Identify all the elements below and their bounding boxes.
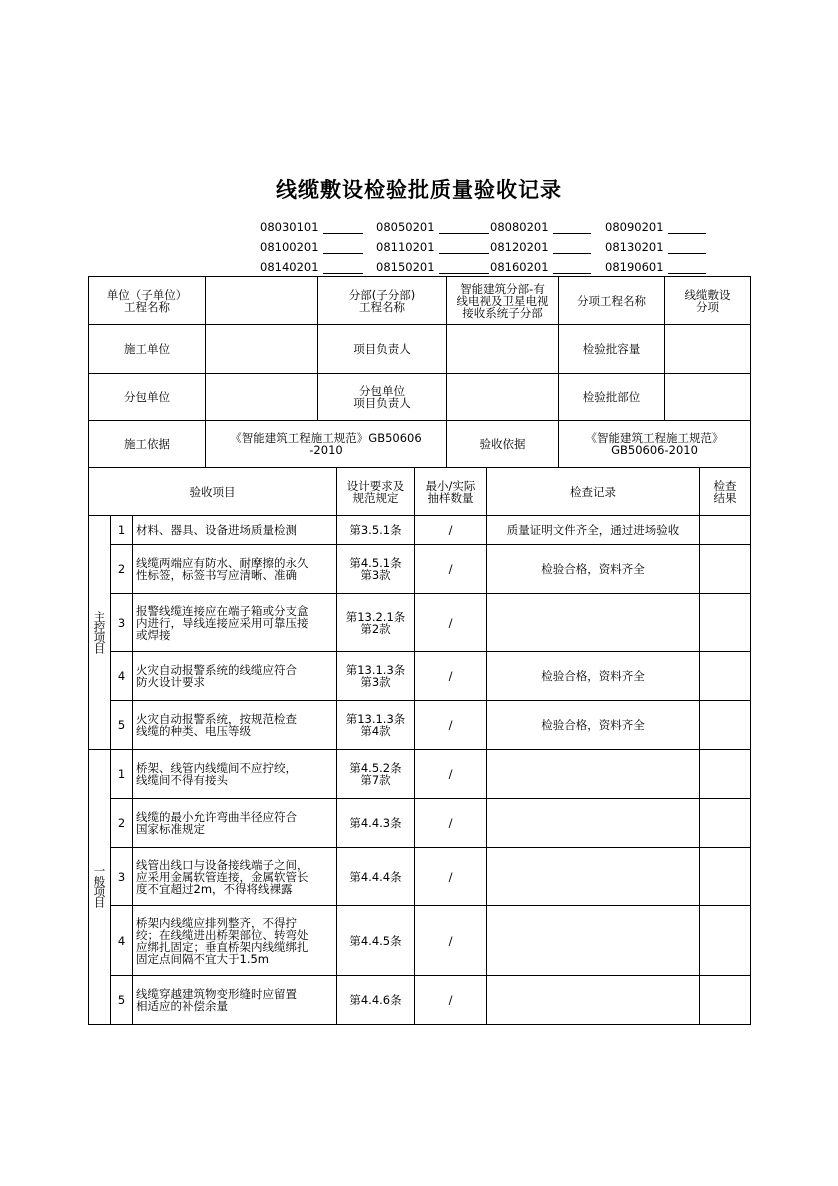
item-row xyxy=(89,799,751,848)
code-blank[interactable] xyxy=(439,221,489,234)
code-blank[interactable] xyxy=(553,261,591,274)
item-check-result[interactable] xyxy=(700,848,751,906)
item-row xyxy=(89,594,751,652)
item-spec-clause: 第4.5.1条 第3款 xyxy=(337,545,415,594)
code-blank[interactable] xyxy=(439,241,489,254)
code-blank[interactable] xyxy=(553,241,591,254)
item-check-result[interactable] xyxy=(700,516,751,545)
item-description: 火灾自动报警系统的线缆应符合 防火设计要求 xyxy=(133,652,337,701)
column-header-row xyxy=(89,468,751,516)
item-spec-clause: 第4.4.3条 xyxy=(337,799,415,848)
column-header-item: 验收项目 xyxy=(89,468,337,516)
item-check-record[interactable] xyxy=(487,594,700,652)
item-number: 5 xyxy=(111,976,133,1025)
item-number: 1 xyxy=(111,516,133,545)
code-number: 08050201 xyxy=(376,220,435,234)
code-number: 08140201 xyxy=(260,260,319,274)
item-check-record[interactable] xyxy=(487,848,700,906)
item-sample-count[interactable]: / xyxy=(415,799,487,848)
construction-basis-value[interactable]: 《智能建筑工程施工规范》GB50606 -2010 xyxy=(206,421,447,468)
item-spec-clause: 第13.1.3条 第3款 xyxy=(337,652,415,701)
item-check-result[interactable] xyxy=(700,750,751,799)
item-check-result[interactable] xyxy=(700,652,751,701)
project-manager-value[interactable] xyxy=(447,325,559,374)
code-blank[interactable] xyxy=(668,261,706,274)
item-number: 4 xyxy=(111,906,133,976)
item-spec-clause: 第4.4.4条 xyxy=(337,848,415,906)
group-label: 主控项目 xyxy=(92,610,107,653)
item-spec-clause: 第4.4.5条 xyxy=(337,906,415,976)
code-row xyxy=(260,254,720,274)
item-row xyxy=(89,906,751,976)
item-check-result[interactable] xyxy=(700,594,751,652)
item-check-result[interactable] xyxy=(700,799,751,848)
item-row xyxy=(89,516,751,545)
code-number: 08100201 xyxy=(260,240,319,254)
subitem-name-label: 分项工程名称 xyxy=(559,277,665,325)
unit-name-value[interactable] xyxy=(206,277,318,325)
batch-location-label: 检验批部位 xyxy=(559,374,665,421)
column-header-result: 检查 结果 xyxy=(700,468,751,516)
item-row xyxy=(89,545,751,594)
code-row xyxy=(260,214,720,234)
item-row xyxy=(89,976,751,1025)
project-info-table xyxy=(88,276,751,468)
item-check-record[interactable]: 检验合格，资料齐全 xyxy=(487,652,700,701)
contractor-value[interactable] xyxy=(206,325,318,374)
item-number: 1 xyxy=(111,750,133,799)
item-sample-count[interactable]: / xyxy=(415,594,487,652)
batch-location-value[interactable] xyxy=(665,374,751,421)
code-number: 08190601 xyxy=(605,260,664,274)
item-spec-clause: 第4.4.6条 xyxy=(337,976,415,1025)
subdivision-name-value[interactable]: 智能建筑分部-有 线电视及卫星电视 接收系统子分部 xyxy=(447,277,559,325)
item-spec-clause: 第13.1.3条 第4款 xyxy=(337,701,415,750)
code-number: 08130201 xyxy=(605,240,664,254)
item-number: 3 xyxy=(111,848,133,906)
item-check-result[interactable] xyxy=(700,701,751,750)
sub-project-manager-value[interactable] xyxy=(447,374,559,421)
contractor-label: 施工单位 xyxy=(89,325,206,374)
item-sample-count[interactable]: / xyxy=(415,545,487,594)
item-spec-clause: 第3.5.1条 xyxy=(337,516,415,545)
unit-name-label: 单位（子单位） 工程名称 xyxy=(89,277,206,325)
batch-capacity-value[interactable] xyxy=(665,325,751,374)
code-blank[interactable] xyxy=(323,261,363,274)
item-sample-count[interactable]: / xyxy=(415,750,487,799)
item-row xyxy=(89,701,751,750)
item-spec-clause: 第4.5.2条 第7款 xyxy=(337,750,415,799)
item-check-record[interactable] xyxy=(487,750,700,799)
code-number: 08160201 xyxy=(490,260,549,274)
item-sample-count[interactable]: / xyxy=(415,701,487,750)
code-blank[interactable] xyxy=(323,241,363,254)
item-description: 材料、器具、设备进场质量检测 xyxy=(133,516,337,545)
group-label-cell xyxy=(89,750,111,1025)
column-header-design: 设计要求及 规范规定 xyxy=(337,468,415,516)
item-number: 2 xyxy=(111,799,133,848)
item-spec-clause: 第13.2.1条 第2款 xyxy=(337,594,415,652)
item-description: 桥架、线管内线缆间不应拧绞， 线缆间不得有接头 xyxy=(133,750,337,799)
item-sample-count[interactable]: / xyxy=(415,848,487,906)
item-check-record[interactable]: 检验合格，资料齐全 xyxy=(487,545,700,594)
construction-basis-label: 施工依据 xyxy=(89,421,206,468)
item-sample-count[interactable]: / xyxy=(415,976,487,1025)
item-description: 火灾自动报警系统，按规范检查 线缆的种类、电压等级 xyxy=(133,701,337,750)
inspection-code-block xyxy=(260,214,720,274)
item-row xyxy=(89,750,751,799)
acceptance-items-table xyxy=(88,467,751,1025)
item-check-result[interactable] xyxy=(700,906,751,976)
item-check-result[interactable] xyxy=(700,976,751,1025)
item-check-record[interactable]: 质量证明文件齐全，通过进场验收 xyxy=(487,516,700,545)
code-row xyxy=(260,234,720,254)
acceptance-basis-label: 验收依据 xyxy=(447,421,559,468)
item-sample-count[interactable]: / xyxy=(415,906,487,976)
code-number: 08080201 xyxy=(490,220,549,234)
item-check-record[interactable]: 检验合格，资料齐全 xyxy=(487,701,700,750)
item-description: 线缆两端应有防水、耐摩擦的永久 性标签，标签书写应清晰、准确 xyxy=(133,545,337,594)
item-number: 4 xyxy=(111,652,133,701)
general-items xyxy=(89,750,751,1025)
subcontractor-value[interactable] xyxy=(206,374,318,421)
main-control-items xyxy=(89,516,751,750)
batch-capacity-label: 检验批容量 xyxy=(559,325,665,374)
group-label: 一般项目 xyxy=(92,865,107,907)
item-description: 桥架内线缆应排列整齐，不得拧 绞；在线缆进出桥架部位、转弯处 应绑扎固定；垂直桥架内线缆绑扎 固定点间隔不宜大于1.5m xyxy=(133,906,337,976)
item-sample-count[interactable]: / xyxy=(415,516,487,545)
code-number: 08110201 xyxy=(376,240,435,254)
item-check-result[interactable] xyxy=(700,545,751,594)
code-blank[interactable] xyxy=(323,221,363,234)
item-row xyxy=(89,652,751,701)
subdivision-name-label: 分部(子分部) 工程名称 xyxy=(318,277,447,325)
item-description: 线缆的最小允许弯曲半径应符合 国家标准规定 xyxy=(133,799,337,848)
item-row xyxy=(89,848,751,906)
code-blank[interactable] xyxy=(439,261,489,274)
item-description: 线缆穿越建筑物变形缝时应留置 相适应的补偿余量 xyxy=(133,976,337,1025)
item-description: 报警线缆连接应在端子箱或分支盒 内进行，导线连接应采用可靠压接 或焊接 xyxy=(133,594,337,652)
subitem-name-value[interactable]: 线缆敷设 分项 xyxy=(665,277,751,325)
item-check-record[interactable] xyxy=(487,799,700,848)
item-number: 2 xyxy=(111,545,133,594)
item-number: 5 xyxy=(111,701,133,750)
code-number: 08090201 xyxy=(605,220,664,234)
item-number: 3 xyxy=(111,594,133,652)
item-sample-count[interactable]: / xyxy=(415,652,487,701)
code-number: 08150201 xyxy=(376,260,435,274)
column-header-record: 检查记录 xyxy=(487,468,700,516)
code-number: 08030101 xyxy=(260,220,319,234)
group-label-cell xyxy=(89,516,111,750)
code-number: 08120201 xyxy=(490,240,549,254)
code-blank[interactable] xyxy=(553,221,591,234)
project-manager-label: 项目负责人 xyxy=(318,325,447,374)
column-header-sample: 最小/实际 抽样数量 xyxy=(415,468,487,516)
code-blank[interactable] xyxy=(668,241,706,254)
item-description: 线管出线口与设备接线端子之间， 应采用金属软管连接，金属软管长 度不宜超过2m，不得将线裸露 xyxy=(133,848,337,906)
item-check-record[interactable] xyxy=(487,906,700,976)
sub-project-manager-label: 分包单位 项目负责人 xyxy=(318,374,447,421)
acceptance-basis-value[interactable]: 《智能建筑工程施工规范》 GB50606-2010 xyxy=(559,421,751,468)
subcontractor-label: 分包单位 xyxy=(89,374,206,421)
item-check-record[interactable] xyxy=(487,976,700,1025)
page-title: 线缆敷设检验批质量验收记录 xyxy=(276,178,562,202)
code-blank[interactable] xyxy=(668,221,706,234)
